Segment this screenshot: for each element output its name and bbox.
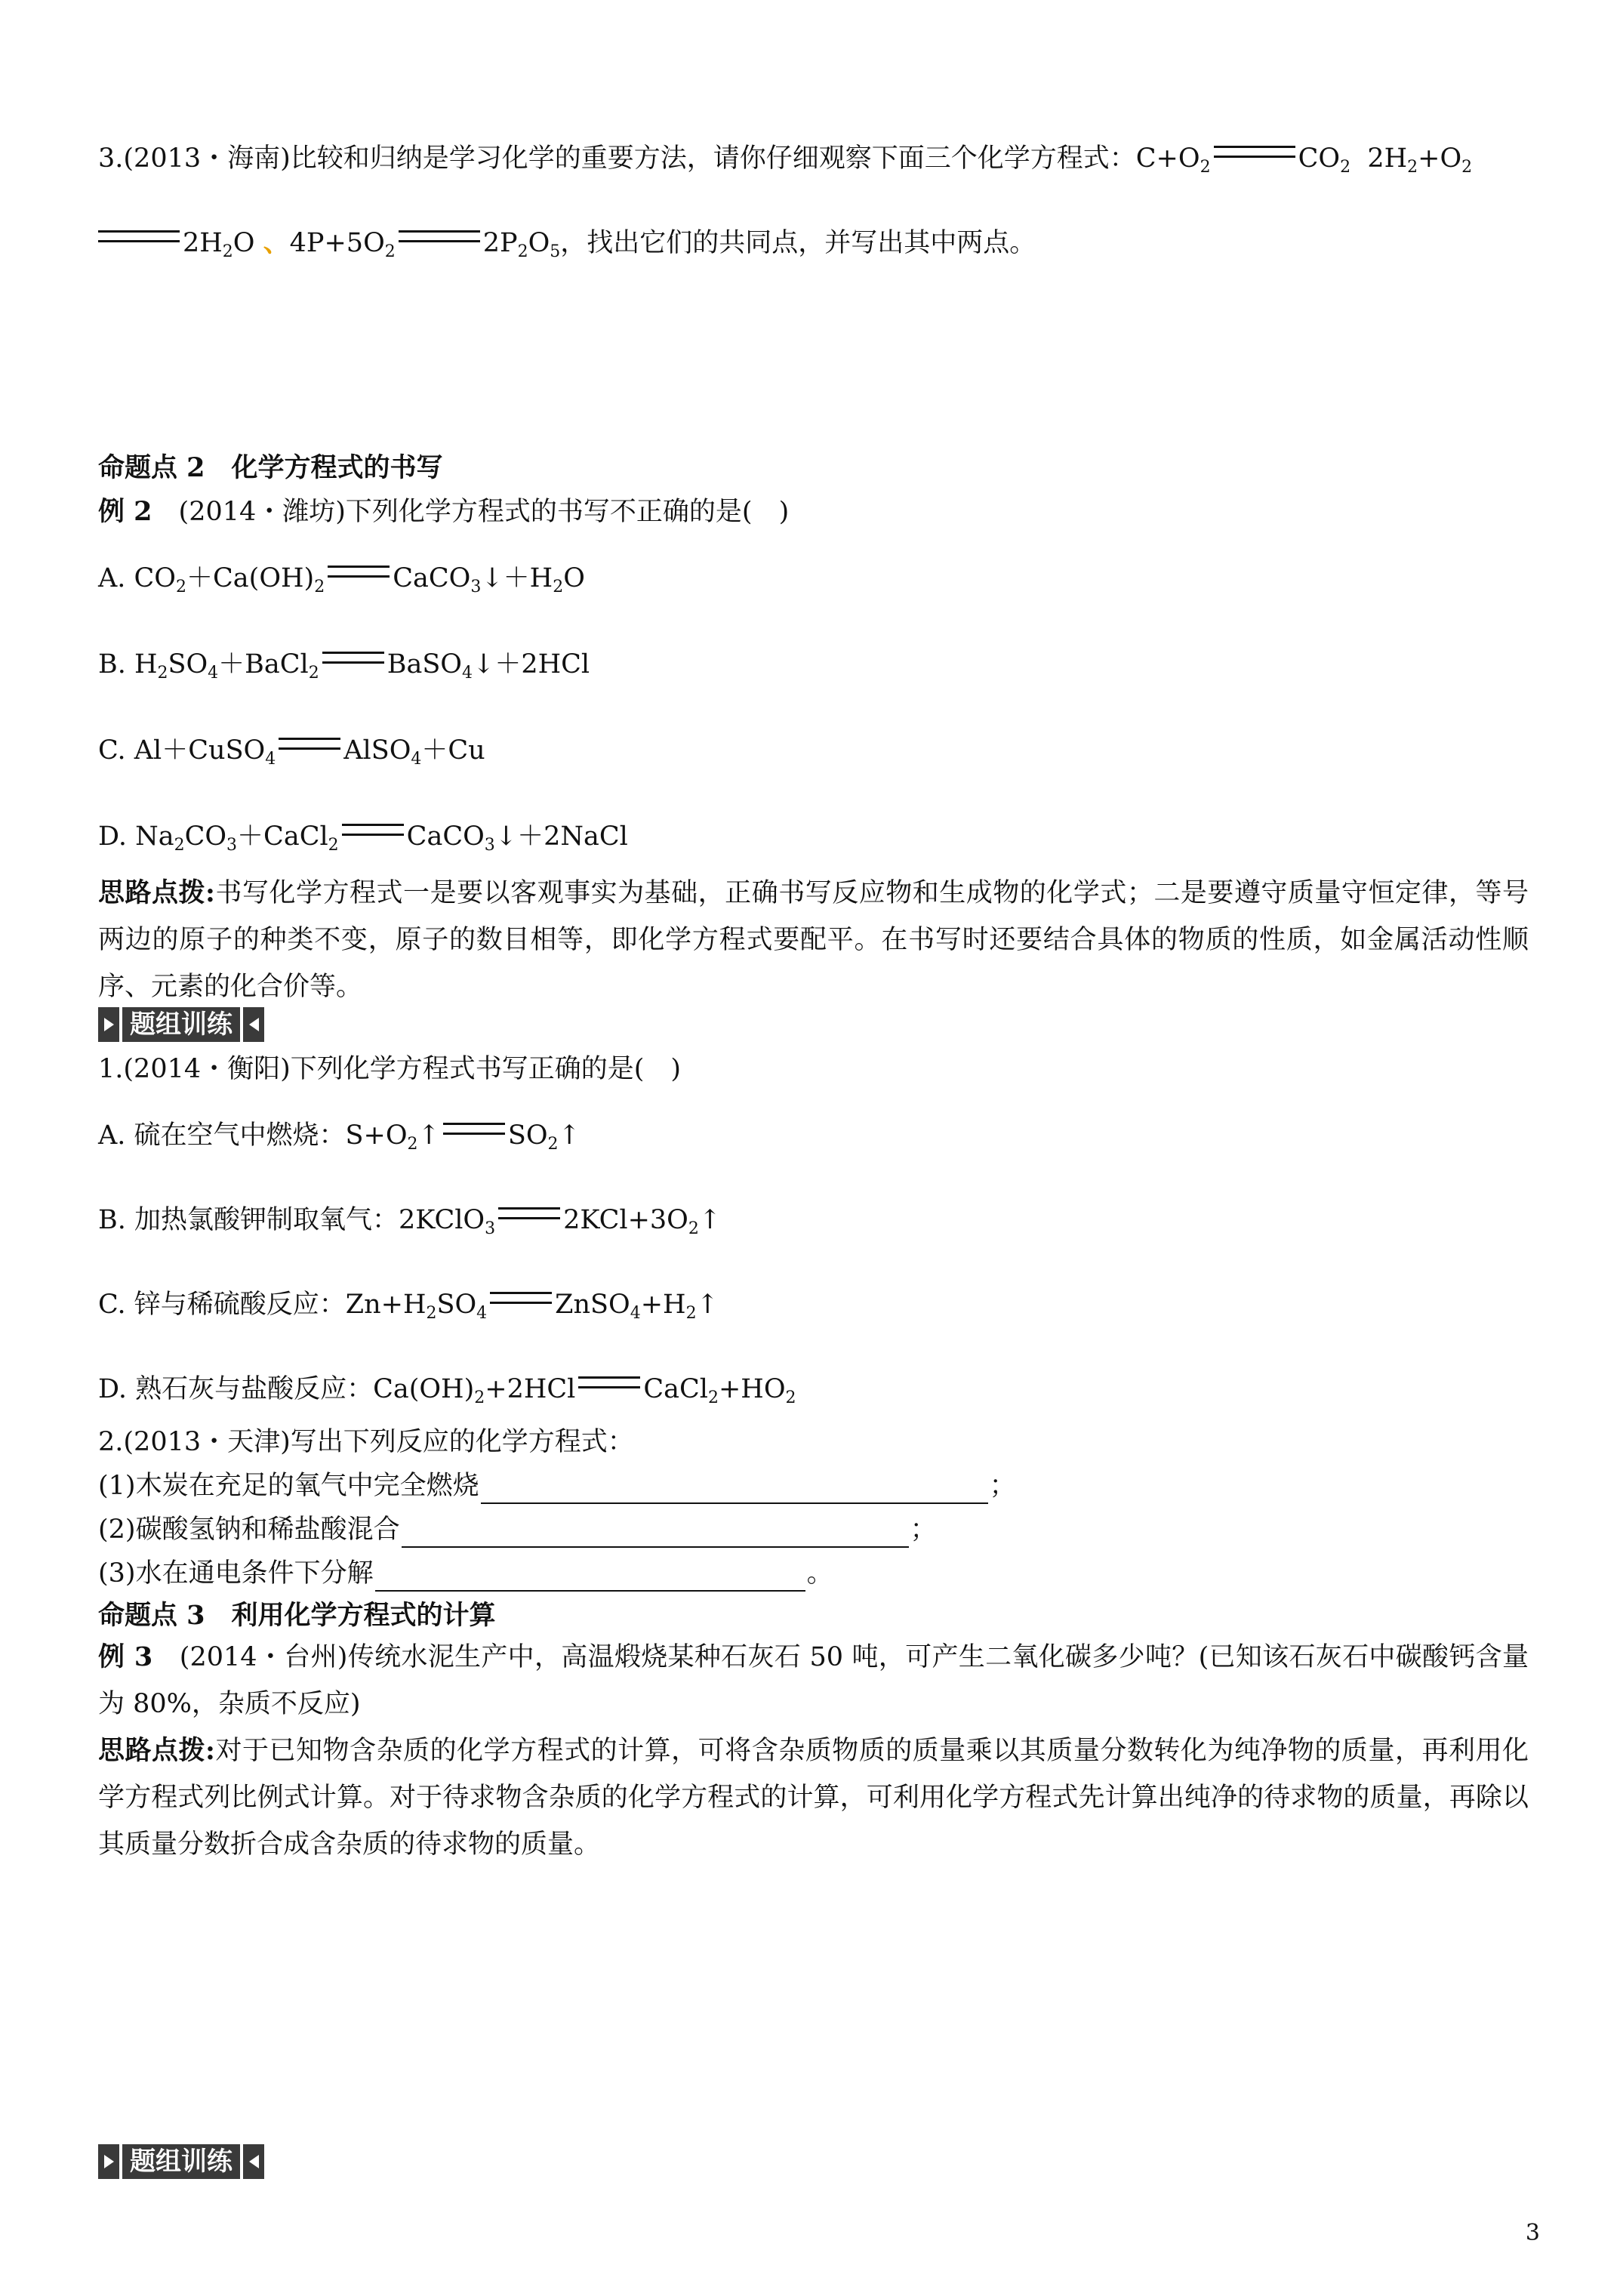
tip-paragraph-2: 思路点拨:书写化学方程式一是要以客观事实为基础，正确书写反应物和生成物的化学式；二是要遵守质量守恒定律，等号两边的原子的种类不变，原子的数目相等，即化学方程式要配平。在书写时还要结合具体的物质的性质，如金属活动性顺序、元素的化合价等。	[98, 877, 1529, 1002]
equals-sign	[443, 1123, 505, 1135]
q3-line2: $2H_2O$ 、$4P+5O_2$ $2P_2O_5$，找出它们的共同点，并写出其中两点。	[98, 225, 1036, 261]
q3-line1: 3.(2013・海南)比较和归纳是学习化学的重要方法，请你仔细观察下面三个化学方程式：$C+O_2$ $CO_2$ $2H_2+O_2$	[98, 143, 1473, 177]
exercise-2-item-2: (2)碳酸氢钠和稀盐酸混合 ；	[98, 1512, 937, 1548]
tip-paragraph-3: 思路点拨:对于已知物含杂质的化学方程式的计算，可将含杂质物质的质量乘以其质量分数转化为纯净物的质量，再利用化学方程式列比例式计算。对于待求物含杂质的化学方程式的计算，可利用化学方程式先计算出纯净的待求物的质量，再除以其质量分数折合成含杂质的待求物的质量。	[98, 1735, 1529, 1860]
exercise-1-option-d: D. 熟石灰与盐酸反应：$Ca(OH)_2+2HCl$ $CaCl_2+HO_2$	[98, 1374, 796, 1407]
exercise-1-option-c: C. 锌与稀硫酸反应：$Zn+H_2SO_4$ $ZnSO_4+H_2↑$	[98, 1290, 719, 1323]
option-c: C. Al＋CuSO$_4$ AlSO$_4$＋Cu	[98, 735, 485, 769]
answer-blank[interactable]	[375, 1560, 805, 1592]
exercise-2-item-3: (3)水在通电条件下分解 。	[98, 1555, 833, 1592]
section-title-3: 命题点 3 利用化学方程式的计算	[98, 1600, 496, 1631]
triangle-right-icon	[98, 2144, 119, 2179]
example-2-stem: 例 2 (2014・潍坊)下列化学方程式的书写不正确的是( )	[98, 496, 790, 527]
option-a: A. $CO_2+Ca(OH)_2$ $CaCO_3↓+H_2O$	[98, 563, 585, 596]
practice-badge: 题组训练	[98, 1007, 264, 1042]
equals-sign	[328, 566, 390, 578]
page-number: 3	[1525, 2220, 1540, 2246]
exercise-2-item-1: (1)木炭在充足的氧气中完全燃烧 ；	[98, 1468, 1016, 1504]
equals-sign	[578, 1376, 640, 1388]
exercise-1-stem: 1.(2014・衡阳)下列化学方程式书写正确的是( )	[98, 1054, 682, 1084]
option-b: B. $H_2SO_4+BaCl_2$ BaSO$_4$↓＋2HCl	[98, 649, 590, 683]
equals-sign	[498, 1207, 560, 1219]
answer-blank[interactable]	[402, 1516, 909, 1548]
equals-sign	[490, 1292, 552, 1304]
triangle-right-icon	[98, 1007, 119, 1042]
equals-sign	[1214, 146, 1295, 158]
equals-sign	[98, 230, 180, 242]
equals-sign	[399, 230, 480, 242]
option-d: D. $Na_2CO_3+CaCl_2$ CaCO$_3$↓＋2NaCl	[98, 821, 628, 855]
practice-badge: 题组训练	[98, 2144, 264, 2179]
example-3-paragraph: 例 3 (2014・台州)传统水泥生产中，高温煅烧某种石灰石 50 吨，可产生二氧化碳多少吨？(已知该石灰石中碳酸钙含量为 80%，杂质不反应)	[98, 1641, 1529, 1719]
exercise-1-option-a: A. 硫在空气中燃烧：$S+O_2↑$ $SO_2↑$	[98, 1120, 581, 1154]
answer-blank[interactable]	[481, 1472, 988, 1504]
triangle-left-icon	[243, 2144, 264, 2179]
equals-sign	[322, 652, 384, 664]
triangle-left-icon	[243, 1007, 264, 1042]
section-title-2: 命题点 2 化学方程式的书写	[98, 452, 443, 483]
equals-sign	[279, 738, 340, 750]
exercise-1-option-b: B. 加热氯酸钾制取氧气：2KClO$_3$ $2KCl+3O_2↑$	[98, 1205, 722, 1238]
exercise-2-stem: 2.(2013・天津)写出下列反应的化学方程式：	[98, 1427, 634, 1457]
equals-sign	[342, 824, 404, 836]
